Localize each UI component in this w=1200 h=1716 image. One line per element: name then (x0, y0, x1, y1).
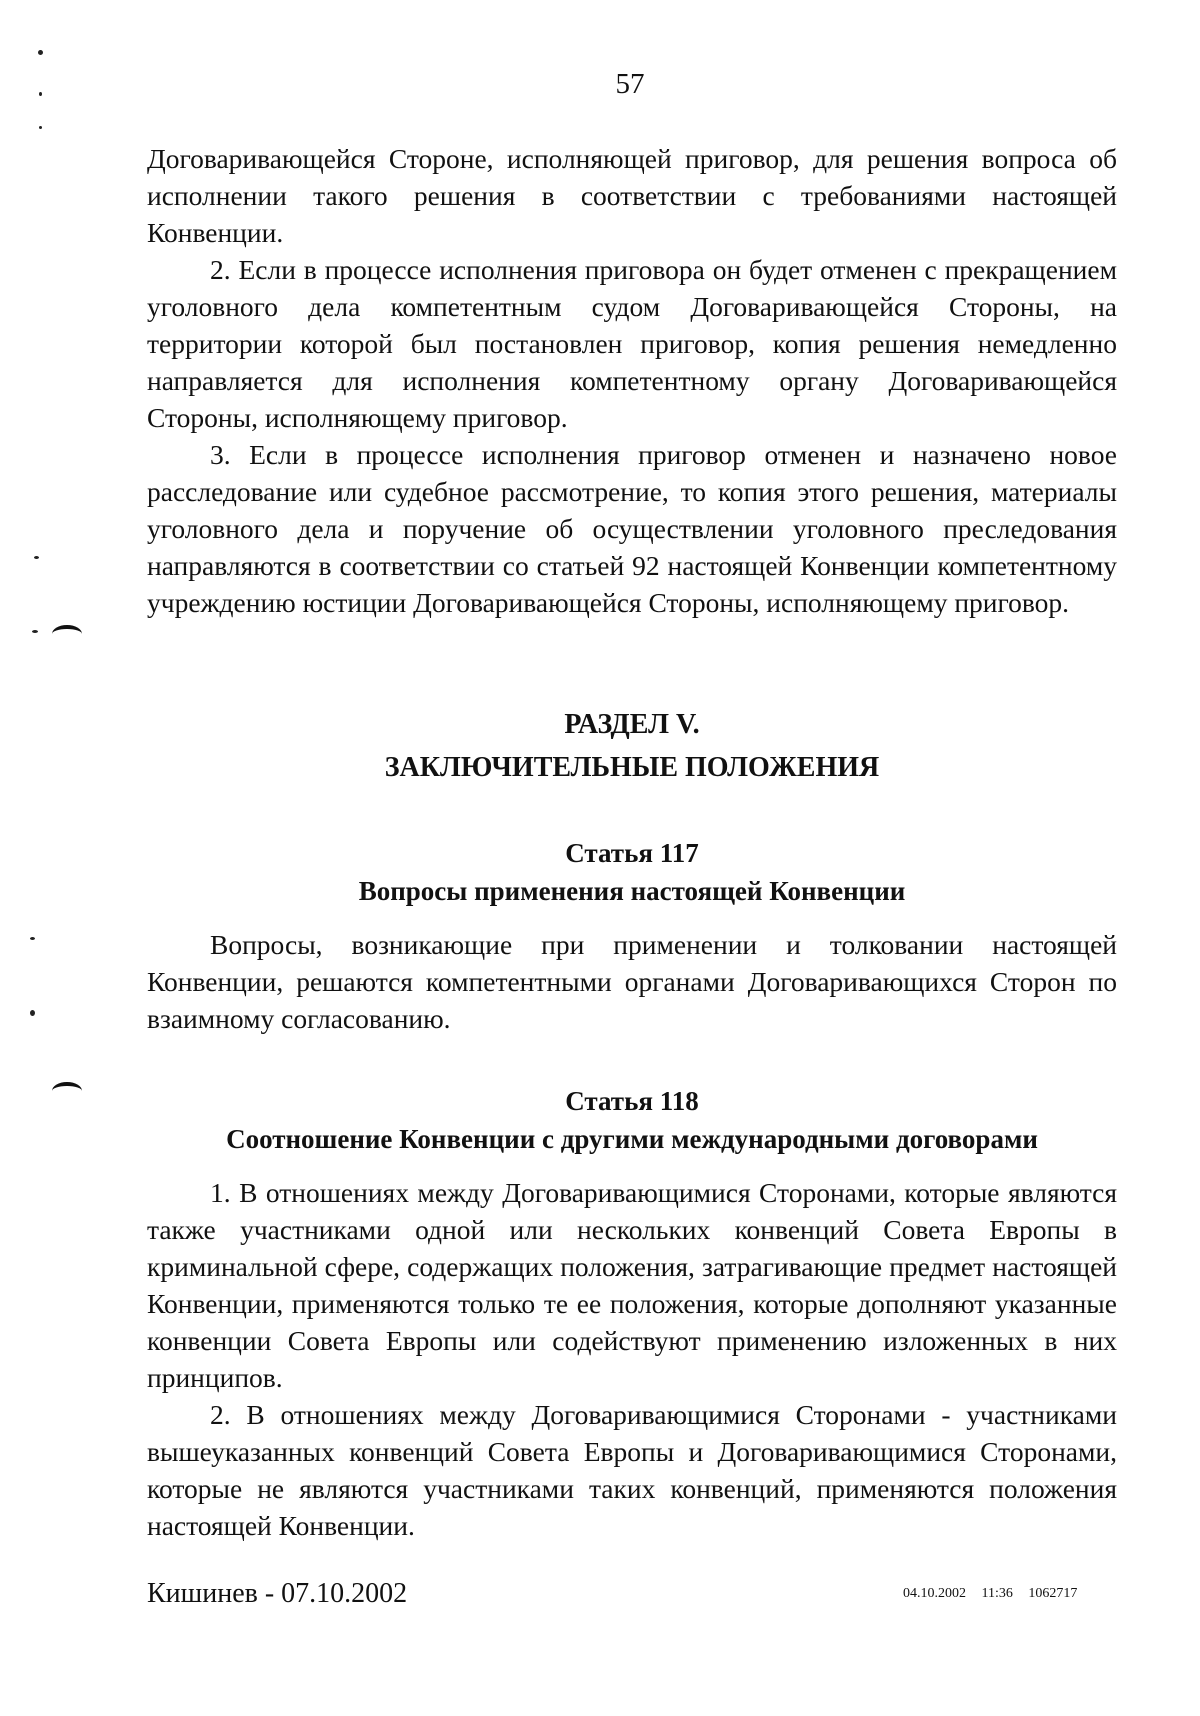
section-number: РАЗДЕЛ V. (564, 709, 700, 740)
scan-dot (30, 937, 35, 940)
article-118-subtitle: Соотношение Конвенции с другими международными договорами (226, 1124, 1038, 1154)
paragraph-2: 2. Если в процессе исполнения приговора он будет отменен с прекращением уголовного дела компетентным судом Договаривающейся Стороны, на территории которой был постановлен приговор, копия решения немедленно направляется для исполнения компетентному органу Договаривающейся Стороны, исполняющему приговор. (147, 254, 1117, 433)
scan-dot (34, 556, 39, 559)
article-118-paragraph-1: 1. В отношениях между Договаривающимися Сторонами, которые являются также участниками одной или нескольких конвенций Совета Европы в криминальной сфере, содержащих положения, затрагивающие предмет настоящей Конвенции, применяются только те ее положения, которые дополняют указанные конвенции Совета Европы или содействуют применению изложенных в них принципов. (147, 1177, 1117, 1393)
scan-arc (52, 1082, 82, 1100)
article-117-title: Статья 117 (565, 838, 699, 868)
article-117-subtitle: Вопросы применения настоящей Конвенции (358, 876, 906, 906)
paragraph-3: 3. Если в процессе исполнения приговор отменен и назначено новое расследование или судебное рассмотрение, то копия этого решения, материалы уголовного дела и поручение об осуществлении уголовного преследования направляются в соответствии со статьей 92 настоящей Конвенции компетентному учреждению юстиции Договаривающейся Стороны, исполняющему приговор. (147, 439, 1117, 618)
footer-place-date: Кишинев - 07.10.2002 (147, 1578, 408, 1609)
scan-dot (32, 630, 38, 633)
article-118-title: Статья 118 (565, 1086, 699, 1116)
section-title: ЗАКЛЮЧИТЕЛЬНЫЕ ПОЛОЖЕНИЯ (384, 752, 880, 783)
paragraph-continuation: Договаривающейся Стороне, исполняющей приговор, для решения вопроса об исполнении такого решения в соответствии с требованиями настоящей Конвенции. (147, 143, 1117, 248)
page-number: 57 (615, 68, 645, 100)
article-117-text: Вопросы, возникающие при применении и толковании настоящей Конвенции, решаются компетентными органами Договаривающихся Сторон по взаимному согласованию. (147, 929, 1117, 1034)
scan-dot (38, 50, 43, 55)
footer-stamp (903, 1586, 1077, 1602)
footer-timestamp: 04.10.2002 11:36 (903, 1586, 1013, 1601)
scan-arc (52, 625, 82, 643)
section-heading (147, 703, 1117, 789)
scan-dot (30, 1010, 35, 1016)
footer-doc-id: 1062717 (1028, 1586, 1078, 1601)
scan-dot (39, 126, 42, 129)
document-body (147, 140, 1117, 1544)
article-118-paragraph-2: 2. В отношениях между Договаривающимися Сторонами - участниками вышеуказанных конвенций Совета Европы и Договаривающимися Сторонами, которые не являются участниками таких конвенций, применяются положения настоящей Конвенции. (147, 1399, 1117, 1541)
